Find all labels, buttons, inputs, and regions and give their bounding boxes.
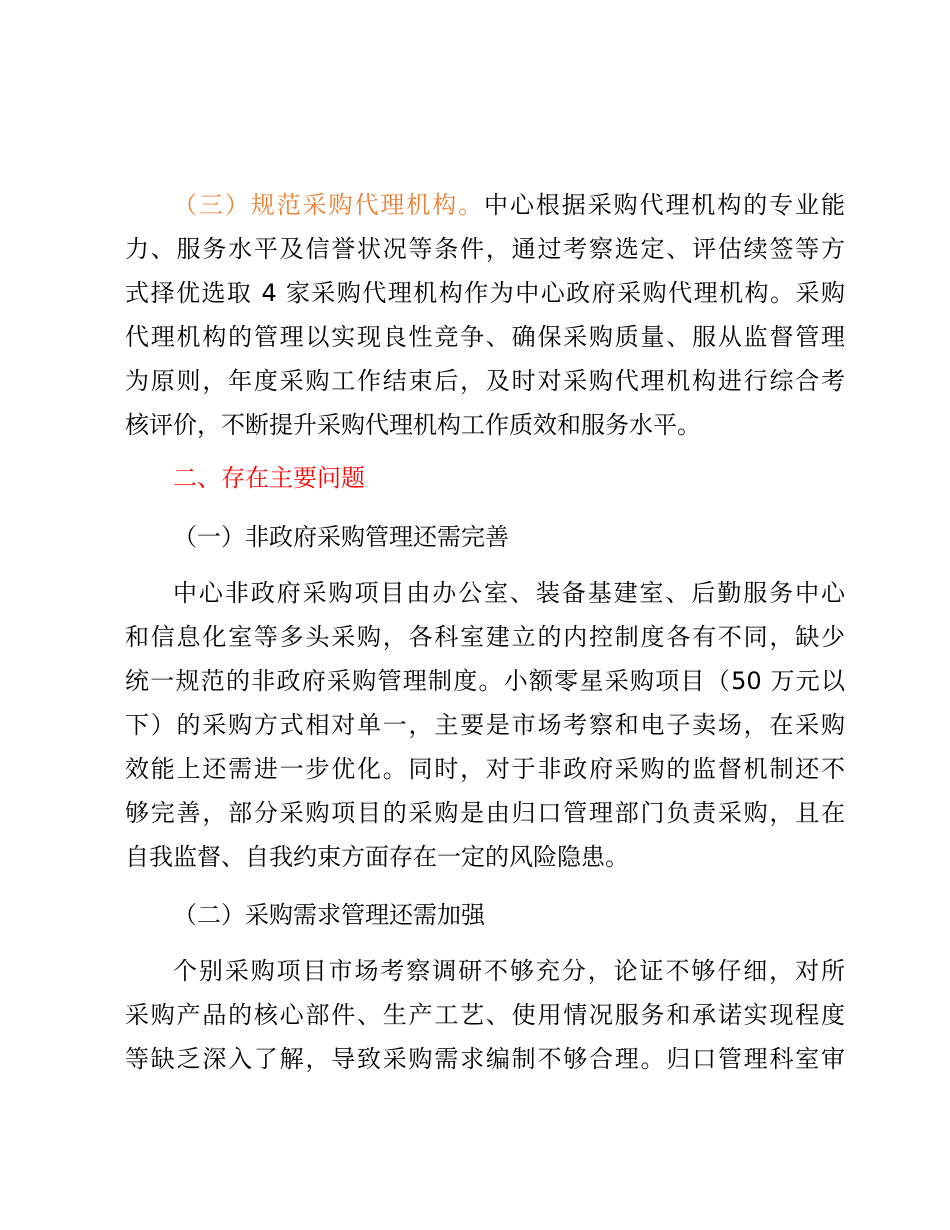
section3-text: 中心根据采购代理机构的专业能 [484,191,846,219]
sub1-line: 中心非政府采购项目由办公室、装备基建室、后勤服务中心 [173,579,845,607]
sub2-line: 等缺乏深入了解，导致采购需求编制不够合理。归口管理科室审 [125,1045,845,1073]
sub2-line: 采购产品的核心部件、生产工艺、使用情况服务和承诺实现程度 [125,1001,845,1029]
sub1-line: 下）的采购方式相对单一，主要是市场考察和电子卖场，在采购 [125,711,845,739]
chapter2-title: 二、存在主要问题 [173,464,365,492]
sub2-line: 个别采购项目市场考察调研不够充分，论证不够仔细，对所 [173,957,845,985]
sub1-line: 够完善，部分采购项目的采购是由归口管理部门负责采购，且在 [125,799,845,827]
sub2-title: （二）采购需求管理还需加强 [173,901,485,929]
section3-line: 为原则，年度采购工作结束后，及时对采购代理机构进行综合考 [125,367,845,395]
section3-line: 式择优选取 4 家采购代理机构作为中心政府采购代理机构。采购 [125,279,845,307]
section3-line: 代理机构的管理以实现良性竞争、确保采购质量、服从监督管理 [125,323,845,351]
sub1-title: （一）非政府采购管理还需完善 [173,523,509,551]
section3-first-line [173,187,845,223]
section3-line: 力、服务水平及信誉状况等条件，通过考察选定、评估续签等方 [125,235,845,263]
sub1-line: 效能上还需进一步优化。同时，对于非政府采购的监督机制还不 [125,755,845,783]
sub1-line: 和信息化室等多头采购，各科室建立的内控制度各有不同，缺少 [125,623,845,651]
section3-heading: （三）规范采购代理机构。 [173,191,485,219]
sub1-line: 统一规范的非政府采购管理制度。小额零星采购项目（50 万元以 [125,667,845,695]
section3-line: 核评价，不断提升采购代理机构工作质效和服务水平。 [125,411,701,439]
sub1-line: 自我监督、自我约束方面存在一定的风险隐患。 [125,843,629,871]
